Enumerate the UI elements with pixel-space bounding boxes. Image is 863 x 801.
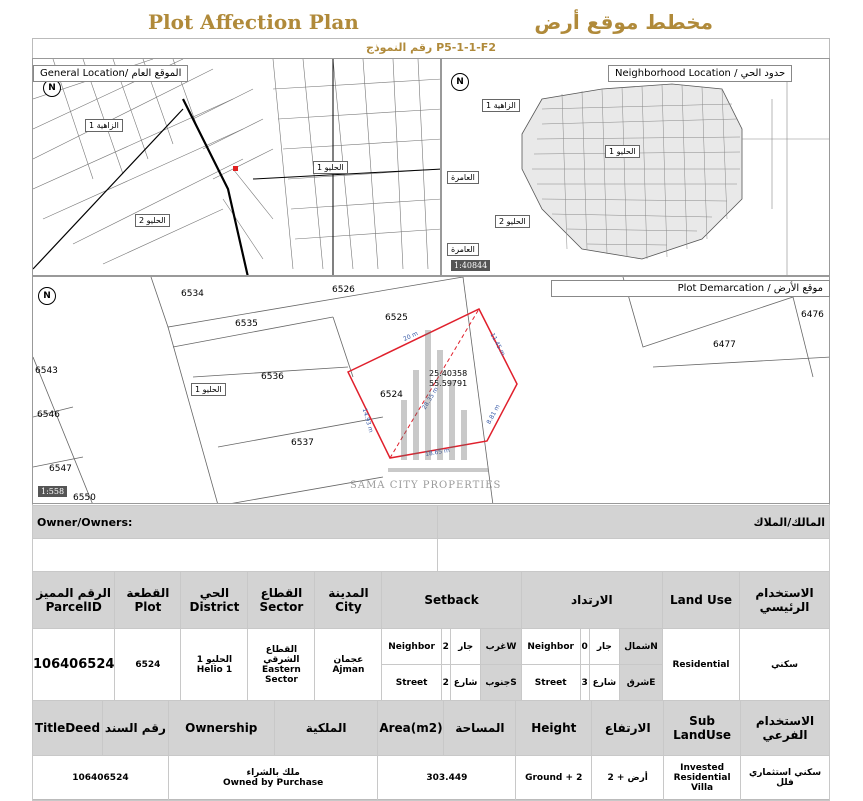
header-area: Area(m2) — [378, 701, 444, 756]
watermark-logo — [378, 330, 498, 490]
district-tag-zahia: الزاهية 1 — [85, 119, 123, 132]
east-num: 3 — [580, 665, 589, 701]
dimension-label: 28.35 m — [420, 386, 441, 411]
general-location-map — [32, 58, 441, 276]
area-value: 303.449 — [378, 756, 516, 801]
plot-value: 6524 — [115, 629, 181, 701]
north-type: Neighbor — [521, 629, 580, 665]
plot-number: 6535 — [235, 319, 258, 329]
header-ownership-ar: الملكية — [274, 701, 378, 756]
west-dir: غربW — [481, 629, 521, 665]
header-land-use-ar: الاستخدام الرئيسي — [740, 572, 830, 629]
sector-value: القطاع الشرقي Eastern Sector — [248, 629, 315, 701]
plot-number: 6476 — [801, 310, 824, 320]
owners-value — [33, 539, 438, 572]
west-type: Neighbor — [382, 629, 441, 665]
south-dir: جنوبS — [481, 665, 521, 701]
south-type: Street — [382, 665, 441, 701]
plot-number: 6536 — [261, 372, 284, 382]
neighborhood-map-drawing — [442, 59, 830, 276]
header-district: الحي District — [181, 572, 248, 629]
title-ar: مخطط موقع أرض — [534, 10, 713, 34]
east-type: Street — [521, 665, 580, 701]
neighborhood-location-map — [441, 58, 830, 276]
plot-number: 6537 — [291, 438, 314, 448]
north-num: 0 — [580, 629, 589, 665]
owners-label-en: Owner/Owners: — [33, 506, 438, 539]
west-ar: جار — [450, 629, 481, 665]
district-tag-helio2: الحليو 2 — [135, 214, 170, 227]
north-ar: جار — [589, 629, 619, 665]
north-arrow-icon: N — [451, 73, 469, 91]
header-title-deed: TitleDeed — [33, 701, 103, 756]
form-number: رقم النموذج P5-1-1-F2 — [366, 41, 496, 54]
header-setback-ar: الارتداد — [521, 572, 662, 629]
district-tag-helio2: الحليو 2 — [495, 215, 530, 228]
district-tag-zahia: الزاهية 1 — [482, 99, 520, 112]
dimension-label: 11.45 m — [488, 331, 507, 358]
header-plot: القطعة Plot — [115, 572, 181, 629]
district-tag-amera: العامرة — [447, 171, 479, 184]
header-land-use: Land Use — [663, 572, 740, 629]
dimension-label: 14.93 m — [360, 407, 375, 434]
header-parcel-id: الرقم المميز ParcelID — [33, 572, 115, 629]
title-deed-value: 106406524 — [33, 756, 169, 801]
district-tag-amera-2: العامرة — [447, 243, 479, 256]
dimension-label: 8.81 m — [485, 403, 502, 426]
district-tag-helio1: الحليو 1 — [605, 145, 640, 158]
plot-number: 6546 — [37, 410, 60, 420]
plot-demarcation-label: Plot Demarcation / موقع الأرض — [551, 280, 830, 297]
deed-info-table — [32, 700, 830, 801]
parcel-info-table — [32, 571, 830, 701]
land-use-value-ar: سكني — [740, 629, 830, 701]
east-dir: شرقE — [620, 665, 663, 701]
plot-coordinate-lon: 55.59791 — [429, 379, 468, 388]
district-value: الحليو 1 Helio 1 — [181, 629, 248, 701]
header-setback: Setback — [382, 572, 521, 629]
district-tag-helio1: الحليو 1 — [191, 383, 226, 396]
header-height-ar: الارتفاع — [592, 701, 664, 756]
header-city: المدينة City — [315, 572, 382, 629]
north-arrow-icon: N — [43, 79, 61, 97]
plot-coordinate-lat: 25.40358 — [429, 369, 468, 378]
north-dir: شمالN — [620, 629, 663, 665]
sub-land-use-value-ar: سكني استثماري فلل — [741, 756, 830, 801]
header-height: Height — [516, 701, 592, 756]
scale-bar: 1:40844 — [451, 260, 490, 271]
plot-number: 6534 — [181, 289, 204, 299]
district-tag-helio1: الحليو 1 — [313, 161, 348, 174]
south-num: 2 — [441, 665, 450, 701]
owners-label-ar: المالك/الملاك — [438, 506, 830, 539]
plot-number-subject: 6524 — [380, 390, 403, 400]
title-en: Plot Affection Plan — [148, 10, 359, 34]
plot-number: 6525 — [385, 313, 408, 323]
ownership-value: ملك بالشراء Owned by Purchase — [168, 756, 378, 801]
plot-number: 6543 — [35, 366, 58, 376]
dimension-label: 18.65 m — [424, 446, 451, 459]
parcel-id-value: 106406524 — [33, 629, 115, 701]
land-use-value: Residential — [663, 629, 740, 701]
city-value: عجمان Ajman — [315, 629, 382, 701]
header-area-ar: المساحة — [444, 701, 516, 756]
general-map-drawing — [33, 59, 441, 276]
header-title-deed-ar: رقم السند — [102, 701, 168, 756]
owners-value-ar — [438, 539, 830, 572]
scale-bar: 1:558 — [38, 486, 67, 497]
north-arrow-icon: N — [38, 287, 56, 305]
plot-number: 6477 — [713, 340, 736, 350]
height-value-en: Ground + 2 — [516, 756, 592, 801]
owners-table — [32, 505, 830, 572]
south-ar: شارع — [450, 665, 481, 701]
plot-number: 6547 — [49, 464, 72, 474]
plot-number: 6526 — [332, 285, 355, 295]
dimension-label: 20 m — [402, 330, 420, 343]
west-num: 2 — [441, 629, 450, 665]
header-sub-land-use-ar: الاستخدام الفرعي — [741, 701, 830, 756]
plot-number: 6550 — [73, 493, 96, 503]
header-sector: القطاع Sector — [248, 572, 315, 629]
general-location-label: General Location/ الموقع العام — [33, 65, 188, 82]
header-sub-land-use: Sub LandUse — [664, 701, 741, 756]
east-ar: شارع — [589, 665, 619, 701]
neighborhood-location-label: Neighborhood Location / حدود الحي — [608, 65, 792, 82]
height-value-ar: أرض + 2 — [592, 756, 664, 801]
header-ownership: Ownership — [168, 701, 274, 756]
watermark-text: SAMA CITY PROPERTIES — [350, 480, 502, 491]
sub-land-use-value: Invested Residential Villa — [664, 756, 741, 801]
